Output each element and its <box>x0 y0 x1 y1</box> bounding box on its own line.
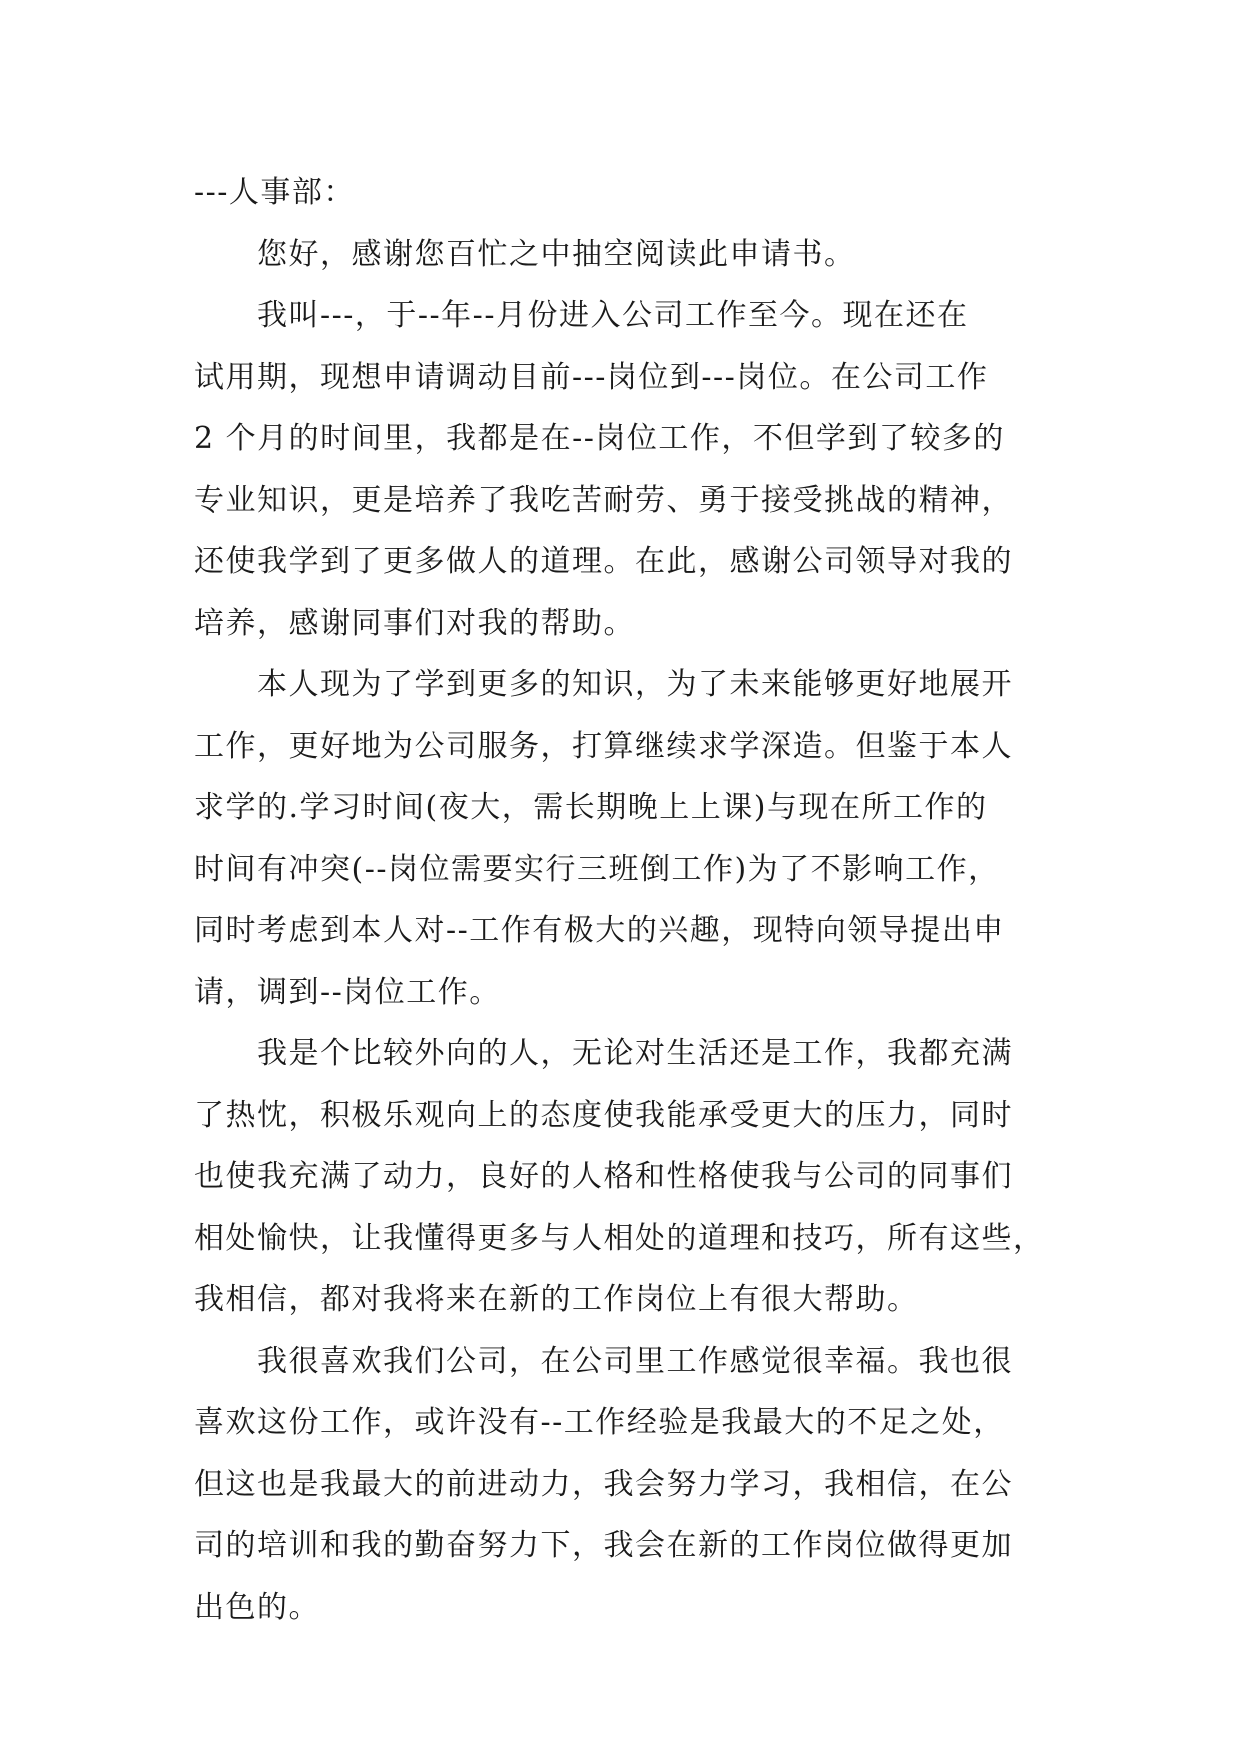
text-line: 但这也是我最大的前进动力，我会努力学习，我相信，在公 <box>194 1466 1013 1502</box>
text-line: 出色的。 <box>194 1589 320 1625</box>
salutation-line: ---人事部： <box>194 175 355 210</box>
text-line: 培养，感谢同事们对我的帮助。 <box>194 605 635 641</box>
text-line: 了热忱，积极乐观向上的态度使我能承受更大的压力，同时 <box>194 1097 1013 1133</box>
text-line: 我相信，都对我将来在新的工作岗位上有很大帮助。 <box>194 1282 919 1317</box>
text-line: 相处愉快，让我懂得更多与人相处的道理和技巧，所有这些， <box>194 1220 1045 1256</box>
letter-body <box>194 162 1054 1638</box>
text-line: 我很喜欢我们公司，在公司里工作感觉很幸福。我也很 <box>257 1343 1013 1379</box>
text-line: 我是个比较外向的人，无论对生活还是工作，我都充满 <box>257 1036 1013 1071</box>
text-line: 也使我充满了动力，良好的人格和性格使我与公司的同事们 <box>194 1159 1013 1194</box>
text-line: 2 个月的时间里，我都是在--岗位工作，不但学到了较多的 <box>194 421 1005 456</box>
text-line: 时间有冲突(--岗位需要实行三班倒工作)为了不影响工作， <box>194 851 1000 887</box>
text-line: 专业知识，更是培养了我吃苦耐劳、勇于接受挑战的精神， <box>194 482 1013 518</box>
text-line: 您好，感谢您百忙之中抽空阅读此申请书。 <box>257 236 856 272</box>
text-line: 试用期，现想申请调动目前---岗位到---岗位。在公司工作 <box>194 359 989 395</box>
text-line: 还使我学到了更多做人的道理。在此，感谢公司领导对我的 <box>194 544 1013 579</box>
text-line: 求学的.学习时间(夜大，需长期晚上上课)与现在所工作的 <box>194 790 988 825</box>
text-line: 司的培训和我的勤奋努力下，我会在新的工作岗位做得更加 <box>194 1528 1013 1563</box>
text-line: 工作，更好地为公司服务，打算继续求学深造。但鉴于本人 <box>194 728 1013 764</box>
text-line: 同时考虑到本人对--工作有极大的兴趣，现特向领导提出申 <box>194 913 1005 948</box>
text-line: 喜欢这份工作，或许没有--工作经验是我最大的不足之处， <box>194 1405 1005 1440</box>
text-line: 请，调到--岗位工作。 <box>194 974 501 1010</box>
text-line: 本人现为了学到更多的知识，为了未来能够更好地展开 <box>257 667 1013 702</box>
text-line: 我叫---，于--年--月份进入公司工作至今。现在还在 <box>257 298 969 333</box>
